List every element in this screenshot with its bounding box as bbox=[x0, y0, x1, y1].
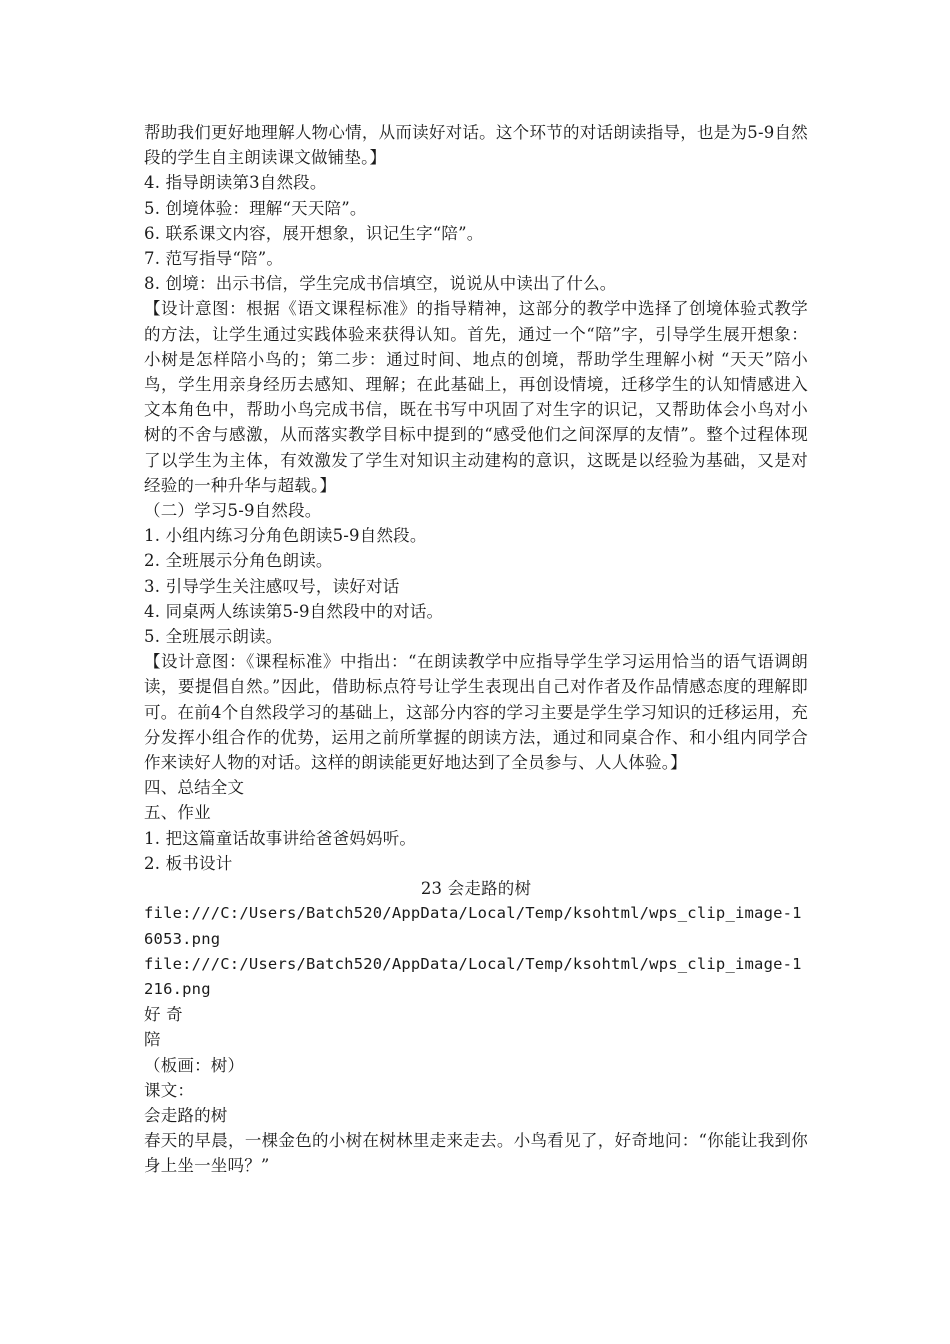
list-item: 5. 创境体验：理解“天天陪”。 bbox=[144, 198, 367, 218]
paragraph: 帮助我们更好地理解人物心情，从而读好对话。这个环节的对话朗读指导，也是为5-9自然段的学生自主朗读课文做铺垫。】 bbox=[144, 123, 808, 168]
list-item: 5. 全班展示朗读。 bbox=[144, 627, 283, 647]
text-body: 春天的早晨，一棵金色的小树在树林里走来走去。小鸟看见了，好奇地问：“你能让我到你身上坐一坐吗？” bbox=[144, 1131, 808, 1176]
text-title: 会走路的树 bbox=[144, 1105, 228, 1125]
list-item: 1. 把这篇童话故事讲给爸爸妈妈听。 bbox=[144, 828, 417, 848]
list-item: 7. 范写指导“陪”。 bbox=[144, 249, 284, 269]
board-word: 好 奇 bbox=[144, 1005, 183, 1025]
design-intent-paragraph: 【设计意图：《课程标准》中指出：“在朗读教学中应指导学生学习运用恰当的语气语调朗读，要提倡自然。”因此，借助标点符号让学生表现出自己对作者及作品情感态度的理解即可。在前4个自然段学习的基础上，这部分内容的学习主要是学生学习知识的迁移运用，充分发挥小组合作的优势，运用之前所掌握的朗读方法，通过和同桌合作、和小组内同学合作来读好人物的对话。这样的朗读能更好地达到了全员参与、人人体验。】 bbox=[144, 652, 808, 773]
document-page bbox=[144, 120, 808, 1179]
list-item: 3. 引导学生关注感叹号，读好对话 bbox=[144, 576, 400, 596]
list-item: 1. 小组内练习分角色朗读5-9自然段。 bbox=[144, 526, 427, 546]
board-word: 陪 bbox=[144, 1030, 161, 1050]
text-label: 课文： bbox=[144, 1080, 195, 1100]
board-note: （板画：树） bbox=[144, 1055, 245, 1075]
image-path: file:///C:/Users/Batch520/AppData/Local/Temp/ksohtml/wps_clip_image-1216.png bbox=[144, 954, 802, 998]
list-item: 2. 板书设计 bbox=[144, 853, 233, 873]
section-heading: 五、作业 bbox=[144, 803, 211, 823]
board-title: 23 会走路的树 bbox=[420, 879, 532, 899]
design-intent-paragraph: 【设计意图：根据《语文课程标准》的指导精神，这部分的教学中选择了创境体验式教学的方法，让学生通过实践体验来获得认知。首先，通过一个“陪”字，引导学生展开想象：小树是怎样陪小鸟的；第二步：通过时间、地点的创境，帮助学生理解小树 “天天”陪小鸟，学生用亲身经历去感知、理解；在此基础上，再创设情境，迁移学生的认知情感进入文本角色中，帮助小鸟完成书信，既在书写中巩固了对生字的识记，又帮助体会小鸟对小树的不舍与感激，从而落实教学目标中提到的“感受他们之间深厚的友情”。整个过程体现了以学生为主体，有效激发了学生对知识主动建构的意识，这既是以经验为基础，又是对经验的一种升华与超载。】 bbox=[144, 299, 808, 495]
section-heading: 四、总结全文 bbox=[144, 778, 245, 798]
list-item: 4. 指导朗读第3自然段。 bbox=[144, 173, 327, 193]
list-item: 6. 联系课文内容，展开想象，识记生字“陪”。 bbox=[144, 223, 484, 243]
list-item: 2. 全班展示分角色朗读。 bbox=[144, 551, 333, 571]
list-item: 8. 创境：出示书信，学生完成书信填空，说说从中读出了什么。 bbox=[144, 274, 617, 294]
image-path: file:///C:/Users/Batch520/AppData/Local/Temp/ksohtml/wps_clip_image-16053.png bbox=[144, 904, 802, 948]
list-item: 4. 同桌两人练读第5-9自然段中的对话。 bbox=[144, 601, 444, 621]
section-heading: （二）学习5-9自然段。 bbox=[144, 501, 322, 521]
